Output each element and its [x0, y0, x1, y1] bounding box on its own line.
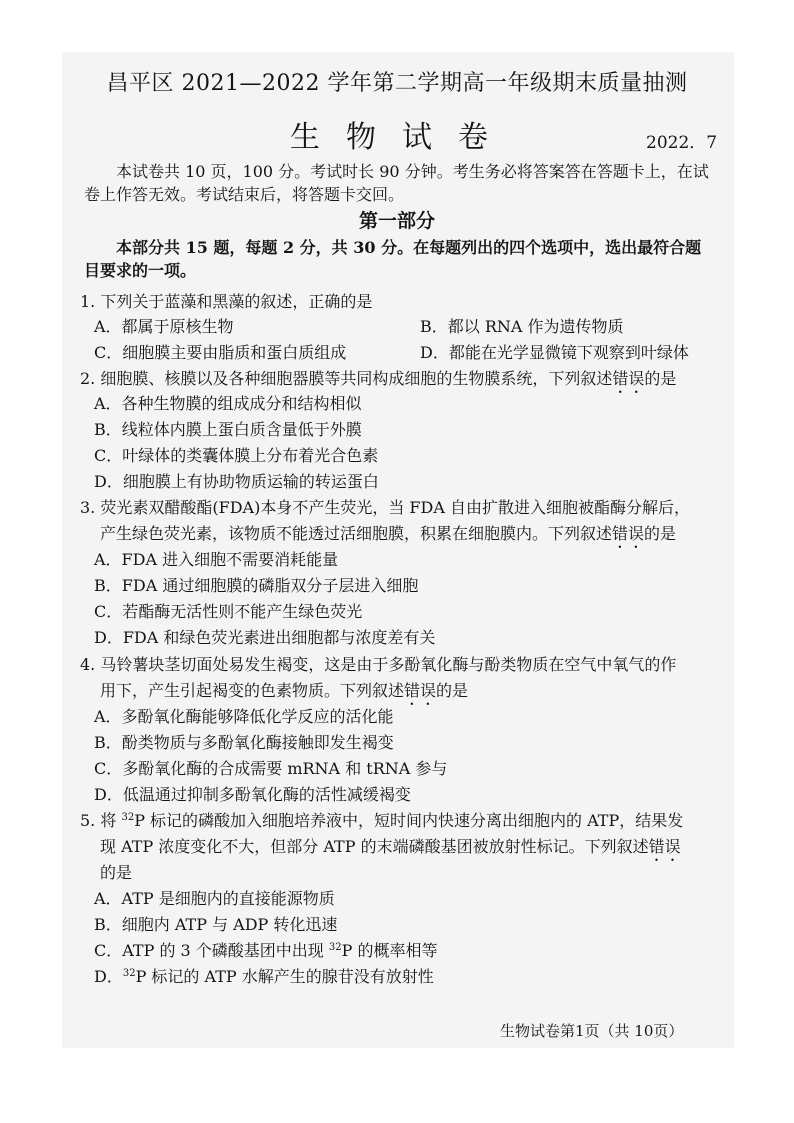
question-5-stem-line-1: [80, 808, 683, 831]
isotope-superscript: 32: [328, 942, 342, 953]
isotope-superscript: 32: [121, 812, 135, 823]
question-2-option-b: B．线粒体内膜上蛋白质含量低于外膜: [94, 420, 362, 439]
question-1-option-a: A．都属于原核生物: [94, 317, 234, 336]
question-2-stem-end: 的是: [644, 369, 677, 388]
question-5-option-b: B．细胞内 ATP 与 ADP 转化迅速: [94, 915, 338, 934]
question-3-emphasis: 错误: [612, 524, 645, 543]
section-title: 第一部分: [358, 210, 435, 232]
question-3-stem-text: 产生绿色荧光素，该物质不能透过活细胞膜，积累在细胞膜内。下列叙述: [100, 524, 613, 543]
question-1-stem: 1. 下列关于蓝藻和黑藻的叙述，正确的是: [80, 292, 373, 311]
section-instructions: 本部分共 15 题，每题 2 分，共 30 分。在每题列出的四个选项中，选出最符合题目要求的一项。: [84, 238, 702, 280]
exam-title: 昌平区 2021—2022 学年第二学期高一年级期末质量抽测: [106, 71, 688, 96]
exam-instructions: 本试卷共 10 页，100 分。考试时长 90 分钟。考生务必将答案答在答题卡上，在试卷上作答无效。考试结束后，将答题卡交回。: [84, 162, 709, 204]
page-footer: 生物试卷第1页（共 10页）: [500, 1022, 684, 1040]
question-5-stem-text: P 标记的磷酸加入细胞培养液中，短时间内快速分离出细胞内的 ATP，结果发: [134, 811, 684, 830]
question-4-option-d: D．低温通过抑制多酚氧化酶的活性减缓褐变: [94, 785, 411, 804]
question-5-option-c: [94, 938, 437, 961]
question-2-option-d: D．细胞膜上有协助物质运输的转运蛋白: [94, 472, 379, 491]
question-5-stem-line-2: [100, 834, 681, 865]
question-2-option-c: C．叶绿体的类囊体膜上分布着光合色素: [94, 446, 379, 465]
question-4-option-c: C．多酚氧化酶的合成需要 mRNA 和 tRNA 参与: [94, 759, 448, 778]
question-5-option-d-label: D．: [94, 967, 123, 986]
question-5-stem-start: 5. 将: [80, 811, 122, 830]
question-4-stem-text: 用下，产生引起褐变的色素物质。下列叙述: [100, 681, 405, 700]
question-4-option-a: A．多酚氧化酶能够降低化学反应的活化能: [94, 707, 394, 726]
question-3-option-c: C．若酯酶无活性则不能产生绿色荧光: [94, 602, 363, 621]
question-5-option-d: [94, 964, 434, 987]
question-4-option-b: B．酚类物质与多酚氧化酶接触即发生褐变: [94, 733, 394, 752]
question-5-option-a: A．ATP 是细胞内的直接能源物质: [94, 889, 335, 908]
question-3-stem-line-1: 3. 荧光素双醋酸酯(FDA)本身不产生荧光，当 FDA 自由扩散进入细胞被酯酶分解后，: [80, 498, 690, 517]
question-5-option-d-text: P 标记的 ATP 水解产生的腺苷没有放射性: [135, 967, 434, 986]
question-5-option-c-text: C．ATP 的 3 个磷酸基团中出现: [94, 941, 329, 960]
question-1-option-c: C．细胞膜主要由脂质和蛋白质组成: [94, 343, 347, 362]
question-3-option-b: B．FDA 通过细胞膜的磷脂双分子层进入细胞: [94, 576, 419, 595]
question-3-option-a: A．FDA 进入细胞不需要消耗能量: [94, 550, 339, 569]
question-5-emphasis: 错误: [648, 837, 681, 856]
question-4-emphasis: 错误: [404, 681, 437, 700]
question-4-stem-end: 的是: [436, 681, 469, 700]
question-1-option-d: D．都能在光学显微镜下观察到叶绿体: [420, 343, 689, 362]
question-2-emphasis: 错误: [612, 369, 645, 388]
question-2-option-a: A．各种生物膜的组成成分和结构相似: [94, 394, 362, 413]
question-4-stem-line-1: 4. 马铃薯块茎切面处易发生褐变，这是由于多酚氧化酶与酚类物质在空气中氧气的作: [80, 655, 677, 674]
subject-title: 生物试卷: [290, 120, 514, 155]
question-3-option-d: D．FDA 和绿色荧光素进出细胞都与浓度差有关: [94, 628, 436, 647]
question-2-stem-text: 2. 细胞膜、核膜以及各种细胞器膜等共同构成细胞的生物膜系统，下列叙述: [80, 369, 613, 388]
question-5-stem-text-2: 现 ATP 浓度变化不大，但部分 ATP 的末端磷酸基团被放射性标记。下列叙述: [100, 837, 649, 856]
question-5-option-c-end: P 的概率相等: [341, 941, 438, 960]
question-5-stem-line-3: 的是: [100, 863, 133, 882]
exam-date: 2022．7: [646, 133, 718, 153]
question-1-option-b: B．都以 RNA 作为遗传物质: [420, 317, 624, 336]
isotope-superscript: 32: [122, 968, 136, 979]
question-3-stem-end: 的是: [644, 524, 677, 543]
